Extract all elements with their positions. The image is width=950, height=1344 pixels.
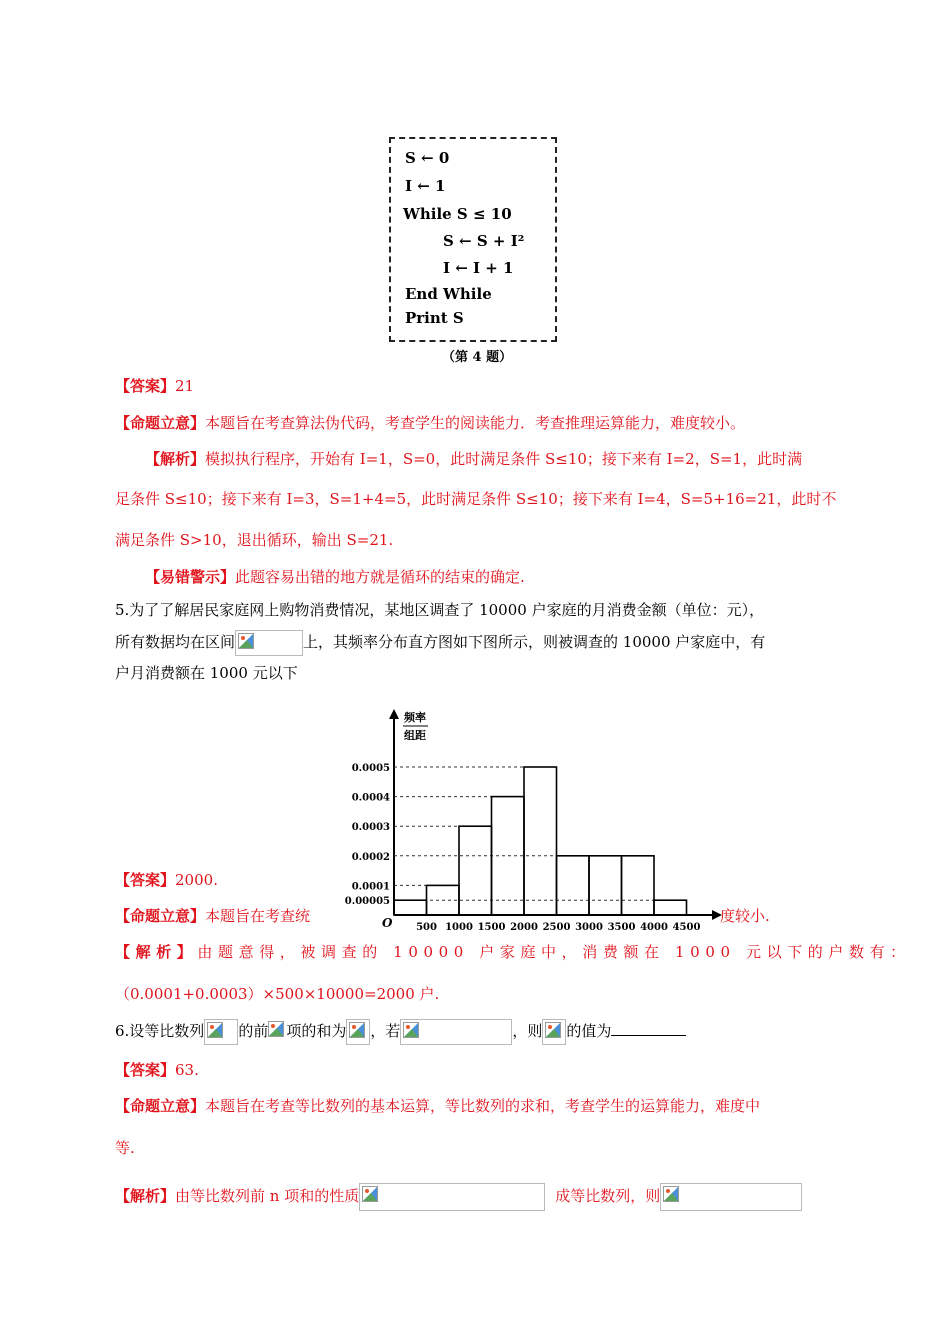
q6-answer (115, 1060, 199, 1080)
analysis-tag: 【解析】 (145, 450, 206, 468)
y-tick-label: 0.0003 (351, 822, 390, 834)
answer-text: 21 (175, 377, 195, 395)
q4-intent (115, 413, 745, 433)
analysis-text-a: 由等比数列前 n 项和的性质 (175, 1187, 360, 1205)
code-line-1: S ← 0 (405, 149, 450, 167)
broken-image-icon (362, 1186, 378, 1202)
broken-image-icon (238, 633, 254, 649)
histogram-bar (589, 856, 622, 915)
q6-text-f: 的值为 (566, 1022, 612, 1040)
answer-tag: 【答案】 (115, 1061, 176, 1079)
q4-warning (145, 567, 525, 587)
intent-tag: 【命题立意】 (115, 907, 206, 925)
q6-text-a: 6.设等比数列 (115, 1022, 205, 1040)
y-tick-label: 0.00005 (344, 896, 390, 908)
warning-text: 此题容易出错的地方就是循环的结束的确定. (235, 568, 525, 586)
code-line-5: I ← I + 1 (443, 259, 514, 277)
intent-text: 本题旨在考查等比数列的基本运算，等比数列的求和，考查学生的运算能力，难度中 (205, 1097, 761, 1115)
n-formula-image (268, 1019, 286, 1045)
answer-tag: 【答案】 (115, 377, 176, 395)
code-line-2: I ← 1 (405, 177, 446, 195)
y-tick-label: 0.0001 (351, 881, 390, 893)
q6-text-b: 的前 (238, 1022, 269, 1040)
q6-stem (115, 1019, 686, 1045)
interval-formula-image (235, 630, 303, 656)
condition-formula-image (400, 1019, 512, 1045)
histogram-bar (459, 826, 492, 915)
analysis-text: 模拟执行程序，开始有 I=1，S=0，此时满足条件 S≤10；接下来有 I=2，S=1，此时满 (205, 450, 803, 468)
q5-answer (115, 870, 218, 890)
answer-text: 2000. (175, 871, 218, 889)
sn-formula-image (346, 1019, 370, 1045)
broken-image-icon (403, 1022, 419, 1038)
q5-stem-line-2 (115, 630, 765, 656)
q5-stem-text-a: 所有数据均在区间 (115, 633, 236, 651)
x-tick-label: 3500 (607, 922, 636, 933)
code-line-4: S ← S + I² (443, 232, 525, 250)
answer-tag: 【答案】 (115, 871, 176, 889)
q5-analysis-line-2: （0.0001+0.0003）×500×10000=2000 户. (115, 985, 440, 1003)
code-line-6: End While (405, 285, 492, 303)
q4-answer (115, 376, 194, 396)
q5-stem-text-b: 上，其频率分布直方图如下图所示，则被调查的 10000 户家庭中，有 (303, 633, 766, 651)
pseudocode-box (389, 137, 557, 342)
histogram-bar (622, 856, 655, 915)
property-formula-image (359, 1183, 545, 1211)
y-axis-arrow (389, 709, 399, 719)
histogram-bar (394, 900, 427, 915)
x-tick-label: 500 (416, 922, 437, 933)
histogram-bar (524, 767, 557, 915)
y-label-top: 频率 (404, 711, 426, 724)
q4-analysis-line-3: 满足条件 S>10，退出循环，输出 S=21. (115, 531, 394, 549)
analysis-tag: 【解析】 (115, 943, 198, 961)
sequence-formula-image (204, 1019, 238, 1045)
q5-analysis-line-1 (115, 942, 911, 962)
target-formula-image (542, 1019, 566, 1045)
histogram-bar (654, 900, 687, 915)
intent-text: 本题旨在考查算法伪代码，考查学生的阅读能力．考查推理运算能力，难度较小。 (205, 414, 746, 432)
intent-text: 本题旨在考查统 (205, 907, 311, 925)
broken-image-icon (207, 1022, 223, 1038)
analysis-tag: 【解析】 (115, 1187, 176, 1205)
code-caption: （第 4 题） (442, 350, 513, 365)
x-tick-label: 4000 (640, 922, 668, 933)
answer-text: 63. (175, 1061, 199, 1079)
y-tick-label: 0.0002 (351, 851, 390, 863)
x-tick-label: 2500 (542, 922, 571, 933)
q6-intent-line-2: 等. (115, 1139, 135, 1157)
origin-label: O (382, 916, 393, 930)
broken-image-icon (545, 1022, 561, 1038)
q6-text-d: ，若 (370, 1022, 401, 1040)
x-tick-label: 2000 (510, 922, 538, 933)
frequency-histogram (330, 705, 730, 935)
q6-text-e: ，则 (512, 1022, 543, 1040)
q5-intent-left (115, 906, 310, 926)
intent-tag: 【命题立意】 (115, 414, 206, 432)
broken-image-icon (268, 1021, 284, 1037)
result-formula-image (660, 1183, 802, 1211)
y-tick-label: 0.0005 (351, 763, 390, 774)
intent-tag: 【命题立意】 (115, 1097, 206, 1115)
broken-image-icon (349, 1022, 365, 1038)
warning-tag: 【易错警示】 (145, 568, 236, 586)
code-line-7: Print S (405, 309, 464, 327)
histogram-bar (557, 856, 590, 915)
analysis-text: 由题意得，被调查的 10000 户家庭中，消费额在 1000 元以下的户数有： (197, 943, 911, 961)
x-tick-label: 3000 (575, 922, 603, 933)
q6-intent-line-1 (115, 1096, 760, 1116)
q4-analysis-line-2: 足条件 S≤10；接下来有 I=3，S=1+4=5，此时满足条件 S≤10；接下来有 I=4，S=5+16=21，此时不 (115, 490, 837, 508)
x-tick-label: 1500 (477, 922, 506, 933)
y-label-bottom: 组距 (404, 729, 426, 742)
q6-analysis (115, 1183, 802, 1211)
q5-intent-right: 度较小. (720, 907, 770, 925)
x-tick-label: 1000 (445, 922, 473, 933)
code-line-3: While S ≤ 10 (403, 205, 512, 223)
answer-blank (611, 1022, 686, 1036)
q5-stem-line-3: 户月消费额在 1000 元以下 (115, 664, 298, 682)
x-tick-label: 4500 (672, 922, 701, 933)
q4-analysis-line-1 (145, 449, 802, 469)
analysis-text-b: 成等比数列，则 (555, 1187, 661, 1205)
y-tick-label: 0.0004 (351, 792, 390, 804)
broken-image-icon (663, 1186, 679, 1202)
q6-text-c: 项的和为 (286, 1022, 347, 1040)
q5-stem-line-1: 5.为了了解居民家庭网上购物消费情况，某地区调查了 10000 户家庭的月消费金额（单位：元）， (115, 601, 765, 619)
